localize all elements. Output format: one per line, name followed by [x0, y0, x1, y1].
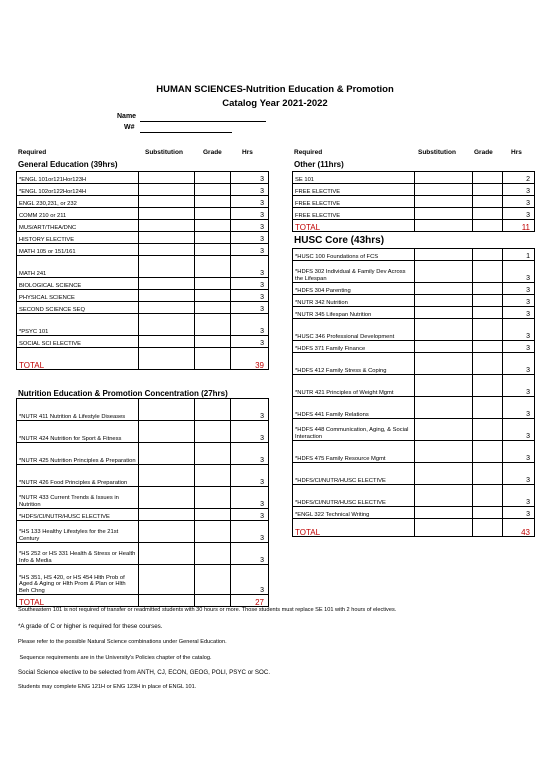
- note-natural-science: Please refer to the possible Natural Science combinations under General Education.: [18, 639, 227, 645]
- table-row: *HDFS 448 Communication, Aging, & Social Interaction 3: [293, 419, 535, 441]
- name-label: Name: [117, 113, 137, 120]
- note-se101: Southeastern 101 is not required of transfer or readmitted students with 30 hours or more. Those students must replace SE 101 with 2 hours of electives.: [18, 607, 397, 613]
- name-field[interactable]: [140, 113, 266, 122]
- page-title: HUMAN SCIENCES-Nutrition Education & Promotion: [156, 84, 394, 95]
- table-row: *NUTR 342 Nutrition 3: [293, 295, 535, 307]
- col-substitution: Substitution: [145, 149, 183, 156]
- catalog-year: Catalog Year 2021-2022: [222, 98, 328, 109]
- table-row: SE 101 2: [293, 172, 535, 184]
- total-row: TOTAL 39: [17, 348, 269, 370]
- col-required: Required: [18, 149, 47, 156]
- table-row: *HDFS/CI/NUTR/HUSC ELECTIVE 3: [293, 485, 535, 507]
- table-row: MATH 105 or 151/161 3: [17, 244, 269, 256]
- table-row: *HS 133 Healthy Lifestyles for the 21st Century 3: [17, 521, 269, 543]
- note-grade: *A grade of C or higher is required for these courses.: [18, 623, 163, 630]
- concentration-title: Nutrition Education & Promotion Concentration (27hrs): [18, 389, 228, 398]
- table-row: *HDFS 304 Parenting 3: [293, 283, 535, 295]
- table-row: *NUTR 433 Current Trends & Issues in Nutrition 3: [17, 487, 269, 509]
- other-title: Other (11hrs): [294, 160, 344, 169]
- table-row: *NUTR 426 Food Principles & Preparation 3: [17, 465, 269, 487]
- table-row: *NUTR 411 Nutrition & Lifestyle Diseases 3: [17, 399, 269, 421]
- table-row: FREE ELECTIVE 3: [293, 196, 535, 208]
- table-row: *NUTR 345 Lifespan Nutrition 3: [293, 307, 535, 319]
- table-row: BIOLOGICAL SCIENCE 3: [17, 278, 269, 290]
- table-row: FREE ELECTIVE 3: [293, 184, 535, 196]
- table-row: SOCIAL SCI ELECTIVE 3: [17, 336, 269, 348]
- w-number-label: W#: [124, 124, 135, 131]
- total-row: TOTAL 11: [293, 220, 535, 232]
- table-row: ENGL 230,231, or 232 3: [17, 196, 269, 208]
- table-row: *HDFS 302 Individual & Family Dev Across the Lifespan 3: [293, 261, 535, 283]
- table-row: *ENGL 101or121Hor123H 3: [17, 172, 269, 184]
- table-row: SECOND SCIENCE SEQ 3: [17, 302, 269, 314]
- table-row: *NUTR 421 Principles of Weight Mgmt 3: [293, 375, 535, 397]
- other-table: [292, 171, 535, 232]
- table-row: *HDFS/CI/NUTR/HUSC ELECTIVE 3: [17, 509, 269, 521]
- table-row: *HUSC 100 Foundations of FCS 1: [293, 249, 535, 261]
- table-row: *NUTR 424 Nutrition for Sport & Fitness 3: [17, 421, 269, 443]
- table-row: *HDFS 371 Family Finance 3: [293, 341, 535, 353]
- table-row: *NUTR 425 Nutrition Principles & Preparation 3: [17, 443, 269, 465]
- table-row: *HUSC 346 Professional Development 3: [293, 319, 535, 341]
- col-grade-right: Grade: [474, 149, 493, 156]
- total-row: TOTAL 43: [293, 519, 535, 537]
- col-required-right: Required: [294, 149, 323, 156]
- husc-core-title: HUSC Core (43hrs): [294, 235, 385, 246]
- table-row: *HS 351, HS 420, or HS 454 Hlth Prob of Aged & Aging or Hlth Prom & Plan or Hlth Beh Chng 3: [17, 565, 269, 595]
- table-row: HISTORY ELECTIVE 3: [17, 232, 269, 244]
- table-row: *HDFS 441 Family Relations 3: [293, 397, 535, 419]
- note-social-science: Social Science elective to be selected from ANTH, CJ, ECON, GEOG, POLI, PSYC or SOC.: [18, 669, 271, 676]
- table-row: *ENGL 102or122Hor124H 3: [17, 184, 269, 196]
- table-row: MATH 241 3: [17, 256, 269, 278]
- col-substitution-right: Substitution: [418, 149, 456, 156]
- gen-ed-table: [16, 171, 269, 370]
- table-row: MUS/ART/THEA/DNC 3: [17, 220, 269, 232]
- w-number-field[interactable]: [140, 124, 232, 133]
- table-row: FREE ELECTIVE 3: [293, 208, 535, 220]
- note-sequence: Sequence requirements are in the University's Policies chapter of the catalog.: [18, 655, 212, 661]
- col-hrs: Hrs: [242, 149, 253, 156]
- table-row: *HDFS/CI/NUTR/HUSC ELECTIVE 3: [293, 463, 535, 485]
- table-row: *PSYC 101 3: [17, 314, 269, 336]
- table-row: *ENGL 322 Technical Writing 3: [293, 507, 535, 519]
- total-row: TOTAL 27: [17, 595, 269, 607]
- table-row: *HDFS 475 Family Resource Mgmt 3: [293, 441, 535, 463]
- table-row: *HDFS 412 Family Stress & Coping 3: [293, 353, 535, 375]
- concentration-table: [16, 398, 269, 607]
- col-hrs-right: Hrs: [511, 149, 522, 156]
- husc-core-table: [292, 248, 535, 537]
- table-row: COMM 210 or 211 3: [17, 208, 269, 220]
- gen-ed-title: General Education (39hrs): [18, 160, 118, 169]
- table-row: *HS 252 or HS 331 Health & Stress or Health Info & Media 3: [17, 543, 269, 565]
- col-grade: Grade: [203, 149, 222, 156]
- table-row: PHYSICAL SCIENCE 3: [17, 290, 269, 302]
- note-engl: Students may complete ENG 121H or ENG 123H in place of ENGL 101.: [18, 684, 197, 690]
